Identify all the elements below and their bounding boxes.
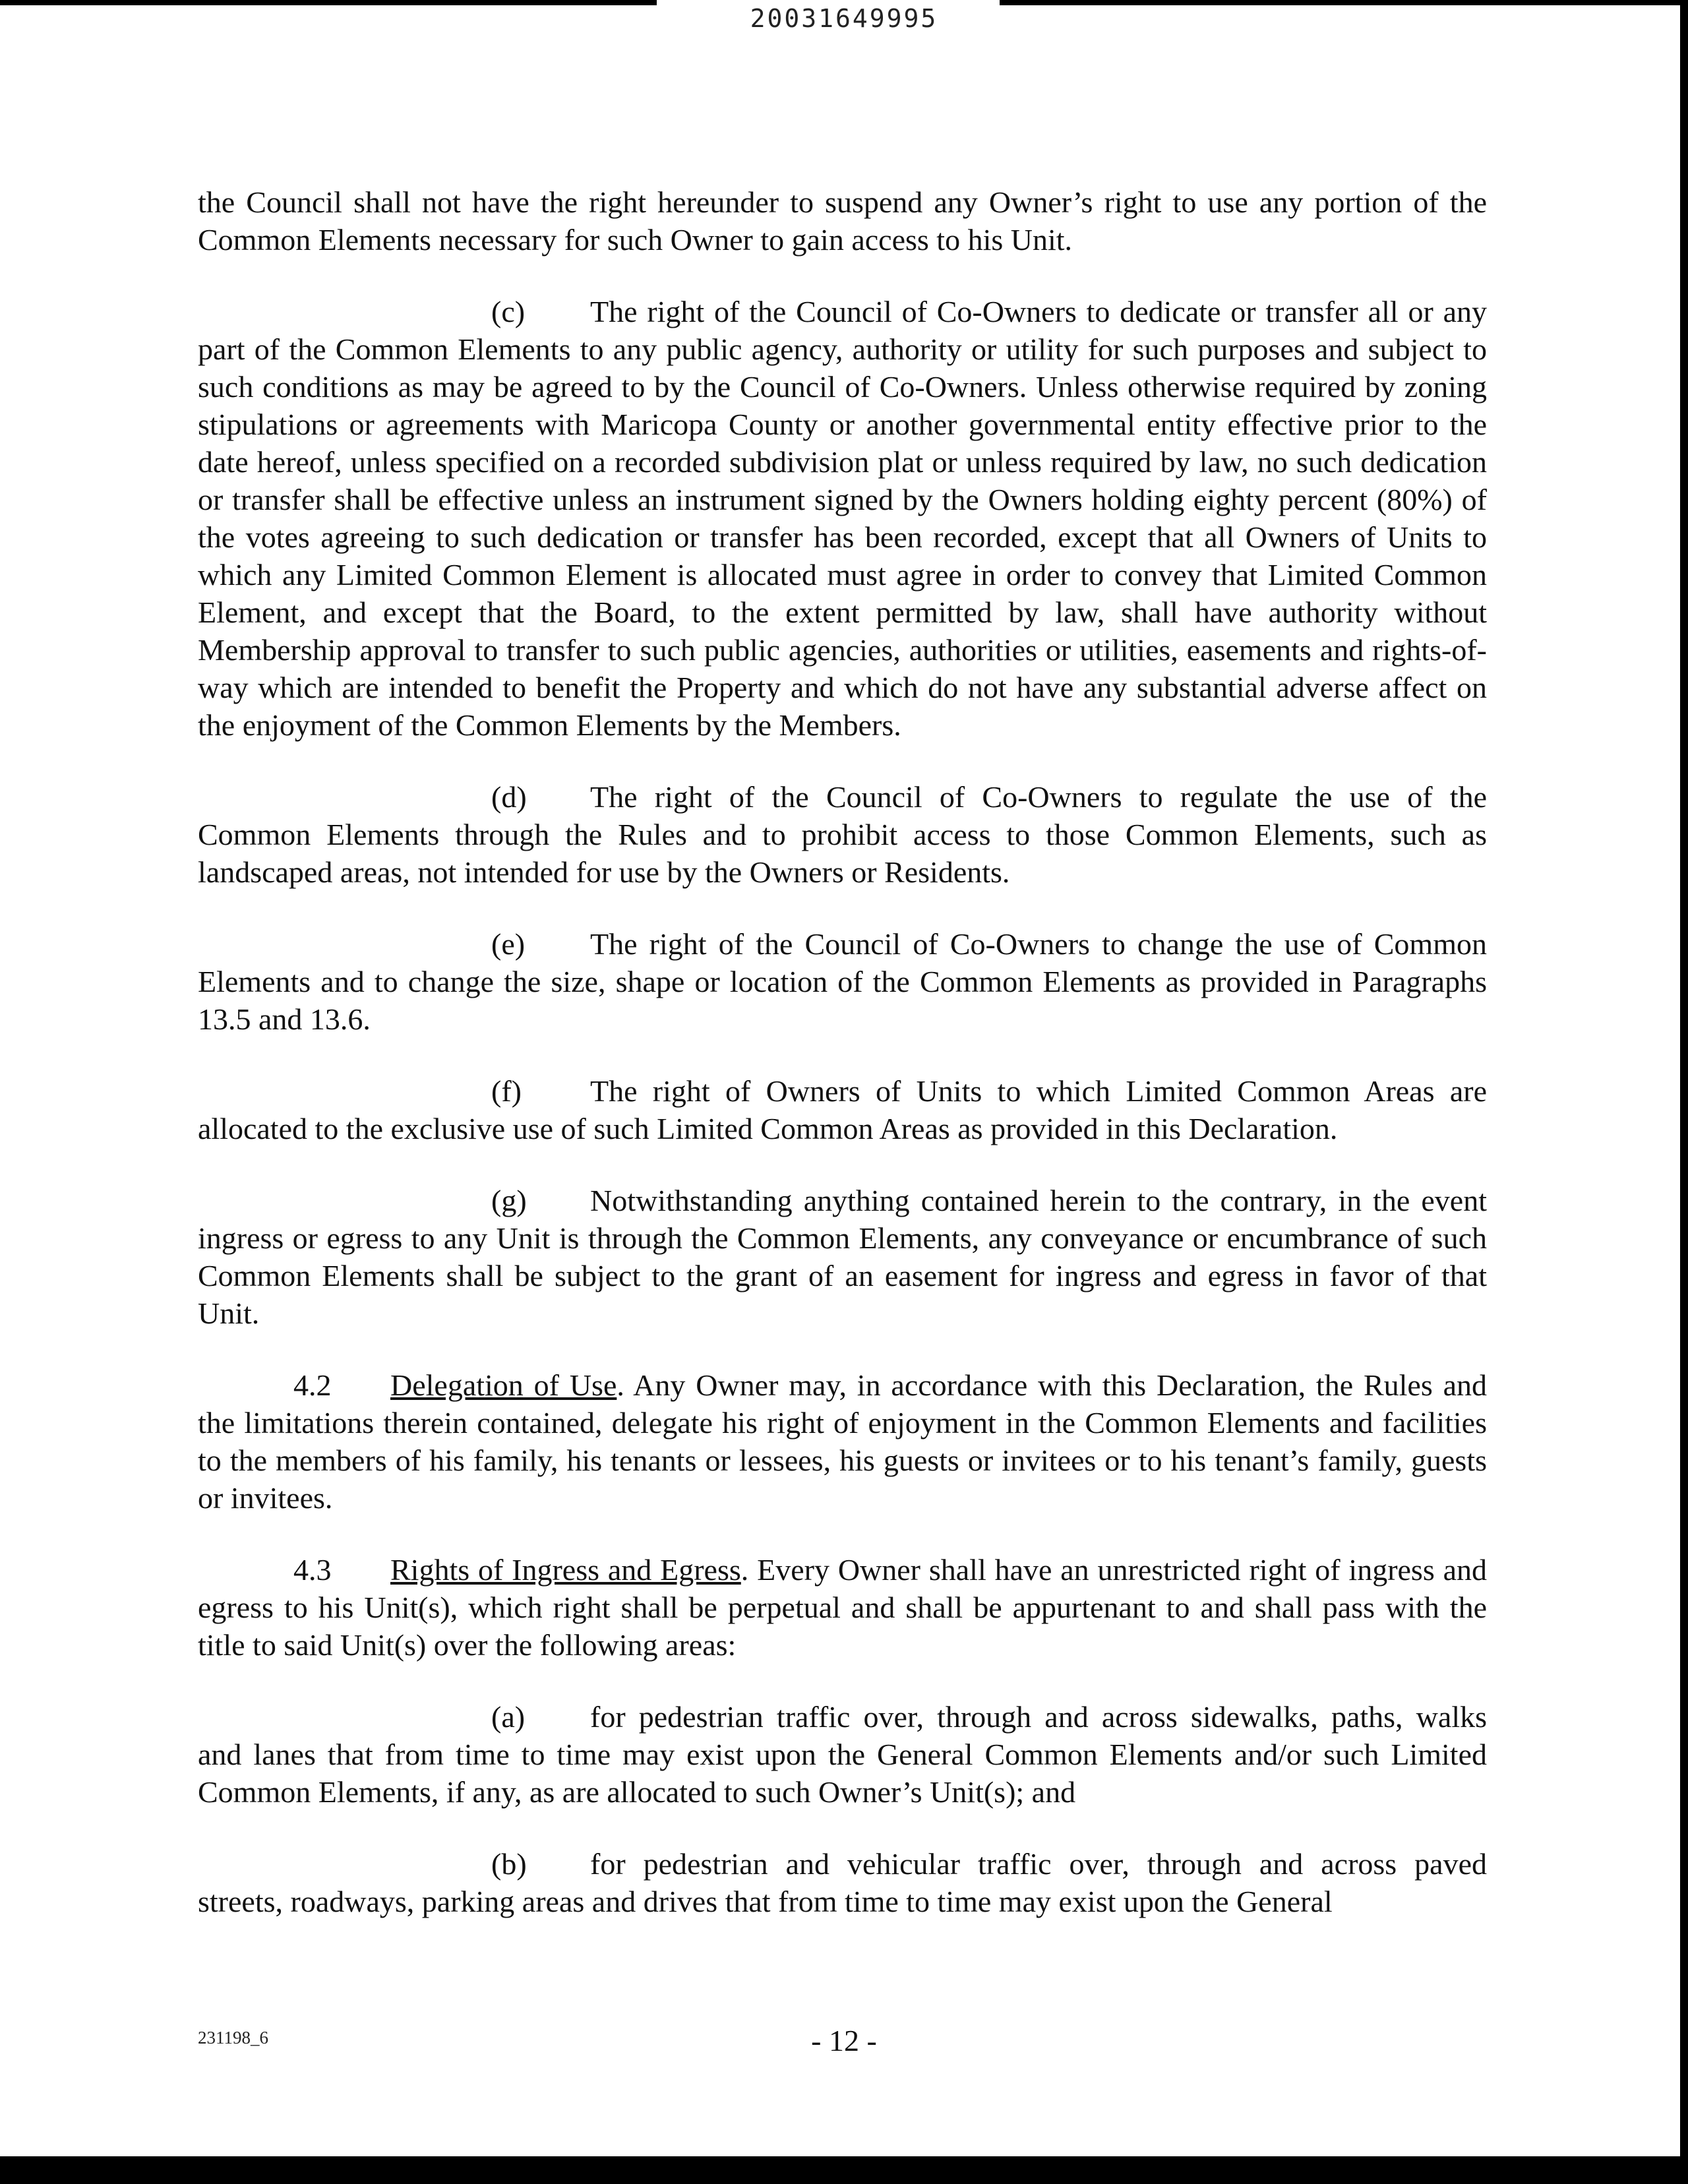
subparagraph-d (198, 778, 1487, 891)
section-4-3 (198, 1551, 1487, 1664)
section-number: 4.3 (293, 1553, 332, 1587)
footer-document-code: 231198_6 (198, 2028, 268, 2048)
subparagraph-marker: (c) (491, 295, 526, 328)
subparagraph-marker: (b) (491, 1847, 527, 1881)
subparagraph-a (198, 1698, 1487, 1811)
page-body (198, 183, 1487, 1955)
subparagraph-text: for pedestrian traffic over, through and across sidewalks, paths, walks and lanes that from time to time may exist upon the General Common Elements and/or such Limited Common Elements, if any, as are allocated to such Owner’s Unit(s); and (198, 1700, 1487, 1809)
subparagraph-marker: (f) (491, 1074, 522, 1108)
section-text: . Any Owner may, in accordance with this Declaration, the Rules and the limitations therein contained, delegate his right of enjoyment in the Common Elements and facilities to the members of his family, his tenants or lessees, his guests or invitees or to his tenant’s family, guests or invitees. (198, 1368, 1487, 1515)
document-id-stamp: 20031649995 (750, 4, 938, 33)
subparagraph-text: Notwithstanding anything contained herein to the contrary, in the event ingress or egress to any Unit is through the Common Elements, any conveyance or encumbrance of such Common Elements shall be subject to the grant of an easement for ingress and egress in favor of that Unit. (198, 1184, 1487, 1330)
subparagraph-marker: (a) (491, 1700, 526, 1734)
subparagraph-e (198, 925, 1487, 1038)
subparagraph-text: The right of the Council of Co-Owners to change the use of Common Elements and to change the size, shape or location of the Common Elements as provided in Paragraphs 13.5 and 13.6. (198, 927, 1487, 1036)
subparagraph-marker: (e) (491, 927, 526, 961)
subparagraph-text: The right of Owners of Units to which Limited Common Areas are allocated to the exclusive use of such Limited Common Areas as provided in this Declaration. (198, 1074, 1487, 1145)
subparagraph-f (198, 1072, 1487, 1147)
subparagraph-text: for pedestrian and vehicular traffic over, through and across paved streets, roadways, parking areas and drives that from time to time may exist upon the General (198, 1847, 1487, 1918)
section-text: . Every Owner shall have an unrestricted right of ingress and egress to his Unit(s), which right shall be perpetual and shall be appurtenant to and shall pass with the title to said Unit(s) over the following areas: (198, 1553, 1487, 1662)
subparagraph-marker: (g) (491, 1184, 527, 1217)
subparagraph-b (198, 1845, 1487, 1920)
subparagraph-g (198, 1182, 1487, 1332)
subparagraph-c (198, 293, 1487, 744)
section-title: Rights of Ingress and Egress (390, 1553, 741, 1587)
scan-border-right (1680, 0, 1688, 2184)
section-title: Delegation of Use (390, 1368, 617, 1402)
section-number: 4.2 (293, 1368, 332, 1402)
subparagraph-marker: (d) (491, 780, 527, 814)
section-4-2 (198, 1366, 1487, 1517)
page-number: - 12 - (811, 2024, 877, 2057)
paragraph-continuation: the Council shall not have the right hereunder to suspend any Owner’s right to use any portion of the Common Elements necessary for such Owner to gain access to his Unit. (198, 185, 1487, 257)
subparagraph-text: The right of the Council of Co-Owners to regulate the use of the Common Elements through the Rules and to prohibit access to those Common Elements, such as landscaped areas, not intended for use by the Owners or Residents. (198, 780, 1487, 889)
scan-border-bottom (0, 2156, 1688, 2184)
subparagraph-text: The right of the Council of Co-Owners to dedicate or transfer all or any part of the Common Elements to any public agency, authority or utility for such purposes and subject to such conditions as may be agreed to by the Council of Co-Owners. Unless otherwise required by zoning stipulations or agreements with Maricopa County or another governmental entity effective prior to the date hereof, unless specified on a recorded subdivision plat or unless required by law, no such dedication or transfer shall be effective unless an instrument signed by the Owners holding eighty percent (80%) of the votes agreeing to such dedication or transfer has been recorded, except that all Owners of Units to which any Limited Common Element is allocated must agree in order to convey that Limited Common Element, and except that the Board, to the extent permitted by law, shall have authority without Membership approval to transfer to such public agencies, authorities or utilities, easements and rights-of-way which are intended to benefit the Property and which do not have any substantial adverse affect on the enjoyment of the Common Elements by the Members. (198, 295, 1487, 742)
